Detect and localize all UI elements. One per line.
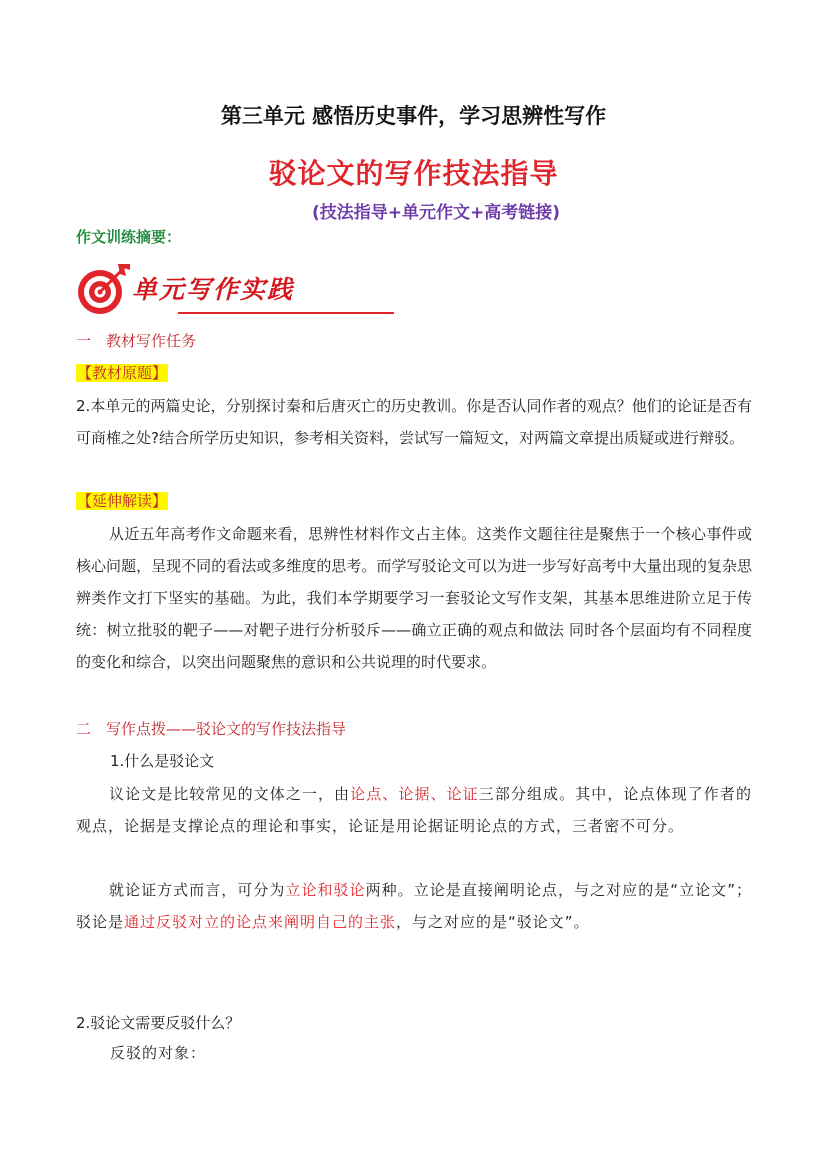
page-subtitle-note: (技法指导+单元作文+高考链接) <box>311 203 561 223</box>
tag-original-wrap <box>76 362 168 383</box>
page-title: 驳论文的写作技法指导 <box>268 157 559 190</box>
p2-text-b: 两种。立论是直接阐明论点，与之对应的是“立论文”；驳论是 <box>76 881 752 931</box>
p1-highlight: 论点、论据、论证 <box>350 785 479 803</box>
question-2: 2.驳论文需要反驳什么？ <box>76 1014 241 1032</box>
p2-highlight-1: 立论和驳论 <box>285 881 366 899</box>
summary-label: 作文训练摘要： <box>76 228 182 246</box>
original-task-text: 2.本单元的两篇史论，分别探讨秦和后唐灭亡的历史教训。你是否认同作者的观点？他们的论证是否有可商榷之处?结合所学历史知识，参考相关资料，尝试写一篇短文，对两篇文章提出质疑或进行辩驳。 <box>76 397 752 447</box>
p2-text-c: ，与之对应的是“驳论文”。 <box>396 913 590 931</box>
target-arrow-icon <box>74 262 134 316</box>
p1-text-a: 议论文是比较常见的文体之一，由 <box>109 785 351 803</box>
tag-extend-wrap <box>76 490 168 511</box>
banner-underline <box>178 312 394 314</box>
p2-text-a: 就论证方式而言，可分为 <box>109 881 286 899</box>
paragraph-3: 反驳的对象： <box>110 1044 207 1062</box>
p2-highlight-2: 通过反驳对立的论点来阐明自己的主张 <box>124 913 397 931</box>
unit-title: 第三单元 感悟历史事件，学习思辨性写作 <box>220 104 607 128</box>
tag-extend: 【延伸解读】 <box>77 492 168 510</box>
question-1: 1.什么是驳论文 <box>110 752 215 770</box>
banner-title: 单元写作实践 <box>132 275 295 304</box>
section2-heading: 二 写作点拨——驳论文的写作技法指导 <box>76 720 347 738</box>
p1-text-b: 三部分组成。其中，论点体现了作者的观点，论据是支撑论点的理论和事实，论证是用论据证明论点的方式，三者密不可分。 <box>76 785 752 835</box>
section-banner <box>74 262 324 316</box>
paragraph-1 <box>76 778 752 842</box>
tag-original: 【教材原题】 <box>77 364 168 382</box>
paragraph-2 <box>76 874 752 938</box>
extend-text: 从近五年高考作文命题来看，思辨性材料作文占主体。这类作文题往往是聚焦于一个核心事件或核心问题，呈现不同的看法或多维度的思考。而学写驳论文可以为进一步写好高考中大量出现的复杂思辨类作文打下坚实的基础。为此，我们本学期要学习一套驳论文写作支架，其基本思维进阶立足于传统：树立批驳的靶子——对靶子进行分析驳斥——确立正确的观点和做法 同时各个层面均有不同程度的变化和综合，以突出问题聚焦的意识和公共说理的时代要求。 <box>76 525 752 671</box>
section1-heading: 一 教材写作任务 <box>76 332 197 350</box>
